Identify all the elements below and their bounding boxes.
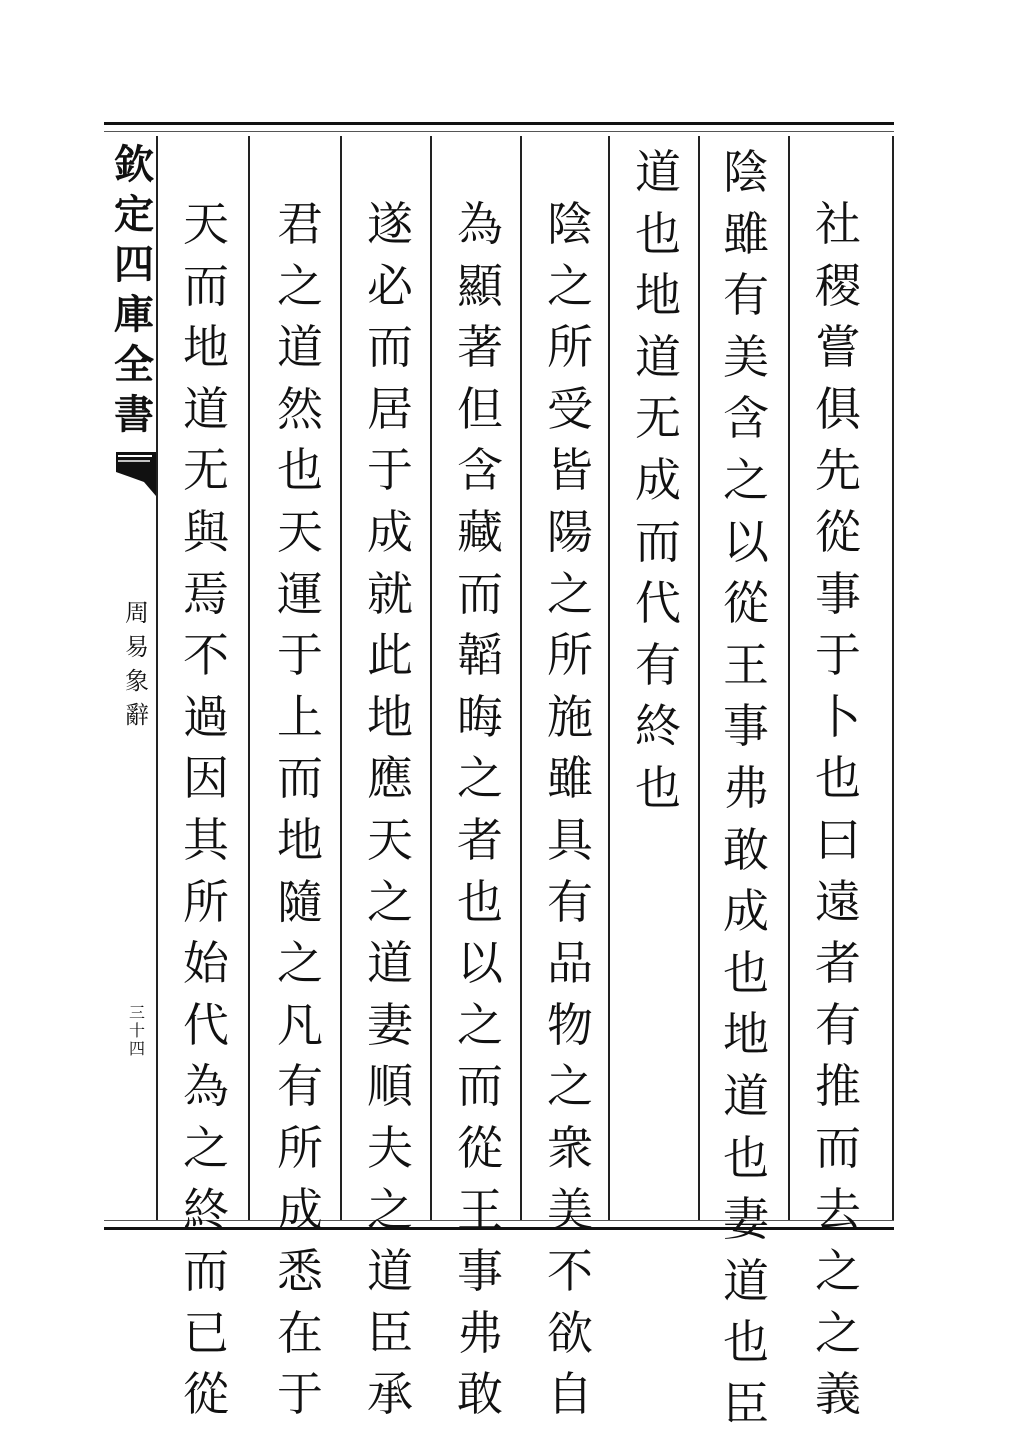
glyph: 地 — [183, 320, 229, 375]
glyph: 地 — [367, 689, 413, 744]
text-column-3 — [628, 142, 688, 820]
glyph: 美 — [547, 1182, 593, 1237]
glyph: 終 — [183, 1182, 229, 1237]
glyph: 定 — [114, 191, 154, 238]
glyph: 之 — [723, 452, 769, 507]
glyph: 之 — [815, 1244, 861, 1299]
glyph: 應 — [367, 751, 413, 806]
glyph: 代 — [183, 997, 229, 1052]
glyph: 四 — [114, 241, 154, 288]
glyph: 而 — [457, 566, 503, 621]
glyph: 敢 — [457, 1367, 503, 1422]
glyph: 終 — [635, 699, 681, 754]
glyph: 藏 — [457, 504, 503, 559]
glyph: 推 — [815, 1059, 861, 1114]
glyph: 臣 — [723, 1376, 769, 1431]
top-border — [104, 122, 894, 132]
glyph: 自 — [547, 1367, 593, 1422]
glyph: 道 — [367, 936, 413, 991]
glyph: 也 — [635, 760, 681, 815]
column-divider — [248, 136, 250, 1220]
glyph: 代 — [635, 576, 681, 631]
glyph: 而 — [183, 258, 229, 313]
glyph: 具 — [547, 812, 593, 867]
glyph: 已 — [183, 1305, 229, 1360]
glyph: 不 — [547, 1244, 593, 1299]
glyph: 于 — [277, 1367, 323, 1422]
glyph: 道 — [723, 1253, 769, 1308]
glyph: 顯 — [457, 258, 503, 313]
glyph: 庫 — [114, 291, 154, 338]
glyph: 含 — [457, 443, 503, 498]
glyph: 王 — [457, 1182, 503, 1237]
glyph: 所 — [547, 320, 593, 375]
glyph: 有 — [635, 637, 681, 692]
glyph: 之 — [547, 1059, 593, 1114]
glyph: 焉 — [183, 566, 229, 621]
glyph: 君 — [277, 197, 323, 251]
glyph: 天 — [277, 504, 323, 559]
glyph: 陰 — [723, 145, 769, 199]
glyph: 俱 — [815, 381, 861, 436]
glyph: 之 — [367, 1182, 413, 1237]
glyph: 為 — [457, 197, 503, 251]
glyph: 品 — [547, 936, 593, 991]
glyph: 居 — [367, 381, 413, 436]
column-divider — [520, 136, 522, 1220]
glyph: 欽 — [114, 141, 154, 188]
glyph: 象 — [125, 667, 149, 695]
glyph: 妻 — [723, 1192, 769, 1247]
glyph: 雖 — [547, 751, 593, 806]
glyph: 地 — [635, 268, 681, 323]
text-column-2 — [716, 142, 776, 1435]
glyph: 四 — [128, 1039, 145, 1058]
glyph: 道 — [635, 145, 681, 199]
glyph: 曰 — [815, 812, 861, 867]
glyph: 也 — [635, 206, 681, 261]
glyph: 于 — [277, 628, 323, 683]
margin-column-divider — [156, 136, 158, 1220]
column-divider — [340, 136, 342, 1220]
glyph: 也 — [815, 751, 861, 806]
column-divider — [788, 136, 790, 1220]
glyph: 而 — [183, 1244, 229, 1299]
glyph: 成 — [635, 452, 681, 507]
glyph: 衆 — [547, 1120, 593, 1175]
text-column-6 — [360, 194, 420, 1426]
glyph: 者 — [815, 936, 861, 991]
glyph: 所 — [183, 874, 229, 929]
fish-tail-mark-icon — [116, 452, 156, 496]
glyph: 承 — [367, 1367, 413, 1422]
glyph: 然 — [277, 381, 323, 436]
glyph: 施 — [547, 689, 593, 744]
glyph: 事 — [723, 699, 769, 754]
glyph: 所 — [277, 1120, 323, 1175]
glyph: 道 — [183, 381, 229, 436]
glyph: 也 — [277, 443, 323, 498]
book-title — [122, 596, 152, 732]
glyph: 過 — [183, 689, 229, 744]
glyph: 雖 — [723, 206, 769, 261]
glyph: 受 — [547, 381, 593, 436]
glyph: 陰 — [547, 197, 593, 251]
glyph: 天 — [367, 812, 413, 867]
glyph: 者 — [457, 812, 503, 867]
glyph: 而 — [367, 320, 413, 375]
glyph: 必 — [367, 258, 413, 313]
glyph: 卜 — [815, 689, 861, 744]
glyph: 從 — [815, 504, 861, 559]
glyph: 无 — [183, 443, 229, 498]
glyph: 周 — [125, 599, 149, 627]
glyph: 含 — [723, 391, 769, 446]
glyph: 上 — [277, 689, 323, 744]
glyph: 遠 — [815, 874, 861, 929]
glyph: 嘗 — [815, 320, 861, 375]
glyph: 道 — [367, 1244, 413, 1299]
glyph: 物 — [547, 997, 593, 1052]
glyph: 王 — [723, 637, 769, 692]
glyph: 之 — [277, 258, 323, 313]
page-number — [124, 1004, 150, 1058]
glyph: 從 — [457, 1120, 503, 1175]
glyph: 于 — [815, 628, 861, 683]
glyph: 易 — [125, 633, 149, 661]
glyph: 書 — [114, 391, 154, 438]
glyph: 有 — [277, 1059, 323, 1114]
glyph: 義 — [815, 1367, 861, 1422]
glyph: 之 — [183, 1120, 229, 1175]
glyph: 敢 — [723, 822, 769, 877]
glyph: 之 — [457, 997, 503, 1052]
glyph: 與 — [183, 504, 229, 559]
column-divider — [698, 136, 700, 1220]
glyph: 臣 — [367, 1305, 413, 1360]
glyph: 此 — [367, 628, 413, 683]
glyph: 運 — [277, 566, 323, 621]
glyph: 美 — [723, 329, 769, 384]
glyph: 以 — [457, 936, 503, 991]
glyph: 為 — [183, 1059, 229, 1114]
glyph: 所 — [547, 628, 593, 683]
glyph: 成 — [367, 504, 413, 559]
glyph: 悉 — [277, 1244, 323, 1299]
glyph: 之 — [367, 874, 413, 929]
glyph: 著 — [457, 320, 503, 375]
glyph: 遂 — [367, 197, 413, 251]
glyph: 凡 — [277, 997, 323, 1052]
glyph: 隨 — [277, 874, 323, 929]
glyph: 弗 — [723, 760, 769, 815]
glyph: 地 — [277, 812, 323, 867]
glyph: 因 — [183, 751, 229, 806]
glyph: 之 — [547, 258, 593, 313]
glyph: 地 — [723, 1007, 769, 1062]
glyph: 道 — [723, 1068, 769, 1123]
glyph: 夫 — [367, 1120, 413, 1175]
text-column-7 — [270, 194, 330, 1426]
glyph: 陽 — [547, 504, 593, 559]
column-divider — [608, 136, 610, 1220]
glyph: 在 — [277, 1305, 323, 1360]
glyph: 十 — [128, 1021, 145, 1040]
glyph: 皆 — [547, 443, 593, 498]
glyph: 道 — [635, 329, 681, 384]
glyph: 三 — [128, 1003, 145, 1022]
glyph: 而 — [277, 751, 323, 806]
glyph: 而 — [457, 1059, 503, 1114]
glyph: 晦 — [457, 689, 503, 744]
glyph: 就 — [367, 566, 413, 621]
glyph: 稷 — [815, 258, 861, 313]
glyph: 弗 — [457, 1305, 503, 1360]
glyph: 也 — [723, 1130, 769, 1185]
glyph: 有 — [547, 874, 593, 929]
glyph: 之 — [457, 751, 503, 806]
glyph: 事 — [457, 1244, 503, 1299]
text-column-4 — [540, 194, 600, 1426]
glyph: 不 — [183, 628, 229, 683]
glyph: 全 — [114, 341, 154, 388]
glyph: 社 — [815, 197, 861, 251]
glyph: 事 — [815, 566, 861, 621]
text-column-5 — [450, 194, 510, 1426]
glyph: 有 — [723, 268, 769, 323]
text-column-1 — [808, 194, 868, 1426]
glyph: 韜 — [457, 628, 503, 683]
glyph: 去 — [815, 1182, 861, 1237]
glyph: 之 — [815, 1305, 861, 1360]
glyph: 而 — [635, 514, 681, 569]
glyph: 辭 — [125, 701, 149, 729]
glyph: 其 — [183, 812, 229, 867]
glyph: 有 — [815, 997, 861, 1052]
glyph: 成 — [723, 884, 769, 939]
glyph: 于 — [367, 443, 413, 498]
glyph: 順 — [367, 1059, 413, 1114]
glyph: 之 — [277, 936, 323, 991]
text-column-8 — [176, 194, 236, 1426]
column-divider — [430, 136, 432, 1220]
glyph: 也 — [457, 874, 503, 929]
glyph: 也 — [723, 945, 769, 1000]
glyph: 成 — [277, 1182, 323, 1237]
glyph: 无 — [635, 391, 681, 446]
glyph: 從 — [183, 1367, 229, 1422]
glyph: 妻 — [367, 997, 413, 1052]
glyph: 之 — [547, 566, 593, 621]
column-divider — [892, 136, 894, 1220]
glyph: 從 — [723, 576, 769, 631]
glyph: 以 — [723, 514, 769, 569]
glyph: 始 — [183, 936, 229, 991]
glyph: 而 — [815, 1120, 861, 1175]
glyph: 天 — [183, 197, 229, 251]
glyph: 道 — [277, 320, 323, 375]
glyph: 欲 — [547, 1305, 593, 1360]
collection-title — [112, 140, 156, 440]
glyph: 也 — [723, 1315, 769, 1370]
glyph: 但 — [457, 381, 503, 436]
glyph: 先 — [815, 443, 861, 498]
